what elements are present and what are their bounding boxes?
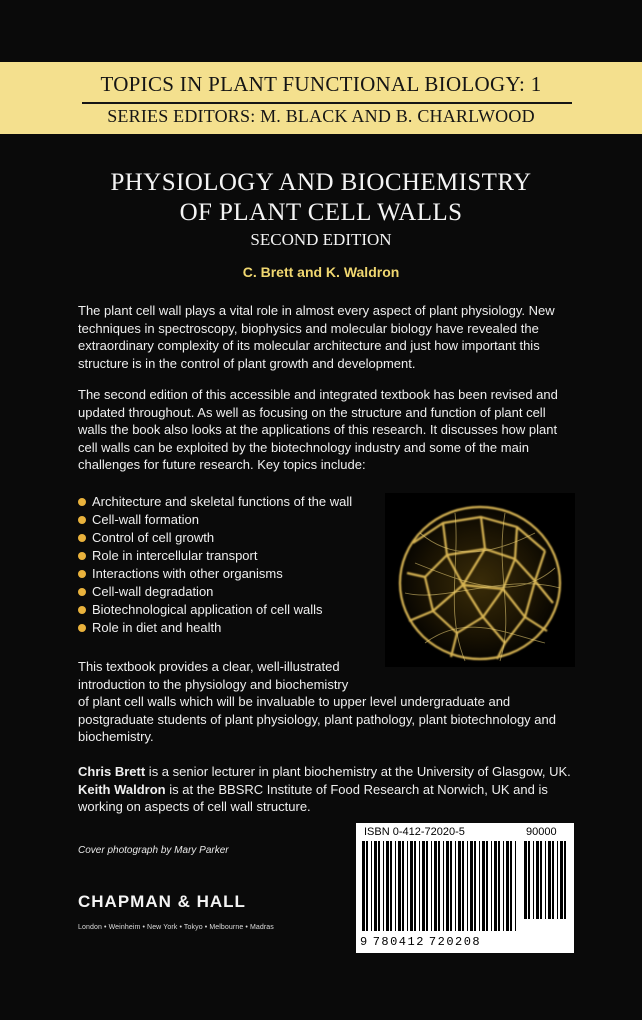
barcode-bar xyxy=(557,841,558,919)
publisher-logo: CHAPMAN & HALL xyxy=(78,892,246,911)
publisher-cities: London • Weinheim • New York • Tokyo • Melbourne • Madras xyxy=(78,924,274,931)
list-item: Cell-wall degradation xyxy=(78,583,352,601)
micrograph-image xyxy=(385,493,575,667)
barcode-bar xyxy=(386,841,389,931)
barcode-bar xyxy=(524,841,527,919)
bullet-icon xyxy=(78,570,86,578)
list-item: Role in intercellular transport xyxy=(78,547,352,565)
book-authors: C. Brett and K. Waldron xyxy=(242,264,400,280)
barcode-bar xyxy=(467,841,468,931)
barcode-bar xyxy=(540,841,542,919)
barcode-bar xyxy=(455,841,456,931)
barcode-bar xyxy=(366,841,368,931)
barcode-bar xyxy=(450,841,452,931)
description-paragraph-1: The plant cell wall plays a vital role in almost every aspect of plant physiology. New techniques in spectroscopy, biophysics and molecular biology have revealed the extraordinary complexity of its molecular architecture and just how important this structure is in the control of plant growth and development. xyxy=(78,303,555,371)
barcode-bar xyxy=(419,841,420,931)
barcode-bar xyxy=(383,841,384,931)
isbn-number: ISBN 0-412-72020-5 xyxy=(364,826,465,838)
isbn-barcode xyxy=(356,823,574,953)
barcode-bar xyxy=(446,841,449,931)
bullet-icon xyxy=(78,498,86,506)
barcode-bar xyxy=(528,841,530,919)
barcode-bar xyxy=(402,841,404,931)
edition-label: SECOND EDITION xyxy=(250,230,392,249)
barcode-bar xyxy=(395,841,396,931)
barcode-bar xyxy=(482,841,485,931)
bullet-icon xyxy=(78,606,86,614)
barcode-bar xyxy=(536,841,539,919)
barcode-bar xyxy=(378,841,380,931)
barcode-bar xyxy=(462,841,464,931)
barcode-bar xyxy=(374,841,377,931)
bullet-icon xyxy=(78,516,86,524)
barcode-bar xyxy=(515,841,516,931)
barcode-bar xyxy=(410,841,413,931)
list-item: Role in diet and health xyxy=(78,619,352,637)
barcode-bar xyxy=(443,841,444,931)
series-title: TOPICS IN PLANT FUNCTIONAL BIOLOGY: 1 xyxy=(100,72,542,96)
barcode-bar xyxy=(422,841,425,931)
author1-name: Chris Brett xyxy=(78,764,146,779)
list-item: Architecture and skeletal functions of the wall xyxy=(78,493,352,511)
banner-divider xyxy=(82,102,572,104)
barcode-bar xyxy=(371,841,372,931)
bullet-icon xyxy=(78,534,86,542)
series-editors: SERIES EDITORS: M. BLACK AND B. CHARLWOOD xyxy=(107,106,535,126)
series-banner xyxy=(0,62,642,134)
list-item: Cell-wall formation xyxy=(78,511,352,529)
description-paragraph-2: The second edition of this accessible and integrated textbook has been revised and updated throughout. As well as focusing on the structure and function of plant cell walls the book also looks at the applications of this research. It discusses how plant cell walls can be exploited by the biotechnology industry and some of the main challenges for future research. Key topics include: xyxy=(78,387,558,472)
bullet-icon xyxy=(78,588,86,596)
barcode-bar xyxy=(560,841,563,919)
barcode-bar xyxy=(390,841,392,931)
cell-wall-micrograph xyxy=(385,493,575,667)
barcode-bar xyxy=(486,841,488,931)
barcode-bar xyxy=(438,841,440,931)
barcode-bar xyxy=(470,841,473,931)
barcode-bar xyxy=(552,841,554,919)
barcode-bar xyxy=(434,841,437,931)
barcode-bar xyxy=(503,841,504,931)
barcode-bar xyxy=(407,841,408,931)
book-title-line2: OF PLANT CELL WALLS xyxy=(179,199,463,226)
barcode-bar xyxy=(564,841,566,919)
bullet-icon xyxy=(78,552,86,560)
price-code: 90000 xyxy=(526,826,557,838)
book-title xyxy=(0,168,642,228)
barcode-bar xyxy=(474,841,476,931)
list-item: Interactions with other organisms xyxy=(78,565,352,583)
barcode-bar xyxy=(494,841,497,931)
author2-name: Keith Waldron xyxy=(78,781,166,797)
ean-digits: 9 780412 720208 xyxy=(360,935,482,949)
author-bios: Chris Brett is a senior lecturer in plant biochemistry at the University of Glasgow, UK. Keith Waldron is at the BBSRC Institute of Food Research at Norwich, UK and is working on aspects of cell wall structure. xyxy=(78,764,571,814)
list-item: Biotechnological application of cell walls xyxy=(78,601,352,619)
barcode-bar xyxy=(458,841,461,931)
barcode-bar xyxy=(431,841,432,931)
barcode-bar xyxy=(506,841,509,931)
barcode-bar xyxy=(498,841,500,931)
key-topics-list xyxy=(78,493,352,637)
cover-photo-credit: Cover photograph by Mary Parker xyxy=(78,845,229,856)
book-title-line1: PHYSIOLOGY AND BIOCHEMISTRY xyxy=(110,169,532,196)
barcode-bar xyxy=(414,841,416,931)
barcode-bar xyxy=(533,841,534,919)
barcode-bar xyxy=(548,841,551,919)
barcode-bar xyxy=(510,841,512,931)
barcode-bar xyxy=(491,841,492,931)
bullet-icon xyxy=(78,624,86,632)
barcode-bar xyxy=(362,841,365,931)
barcode-bar xyxy=(545,841,546,919)
description-paragraph-3: This textbook provides a clear, well-illustrated introduction to the physiology and biochemistry of plant cell walls which will be invaluable to upper level undergraduate and postgraduate students of plant physiology, plant pathology, plant biotechnology and biochemistry. xyxy=(78,659,556,744)
barcode-bar xyxy=(398,841,401,931)
barcode-bar xyxy=(426,841,428,931)
barcode-bars xyxy=(356,823,574,953)
barcode-bar xyxy=(479,841,480,931)
list-item: Control of cell growth xyxy=(78,529,352,547)
